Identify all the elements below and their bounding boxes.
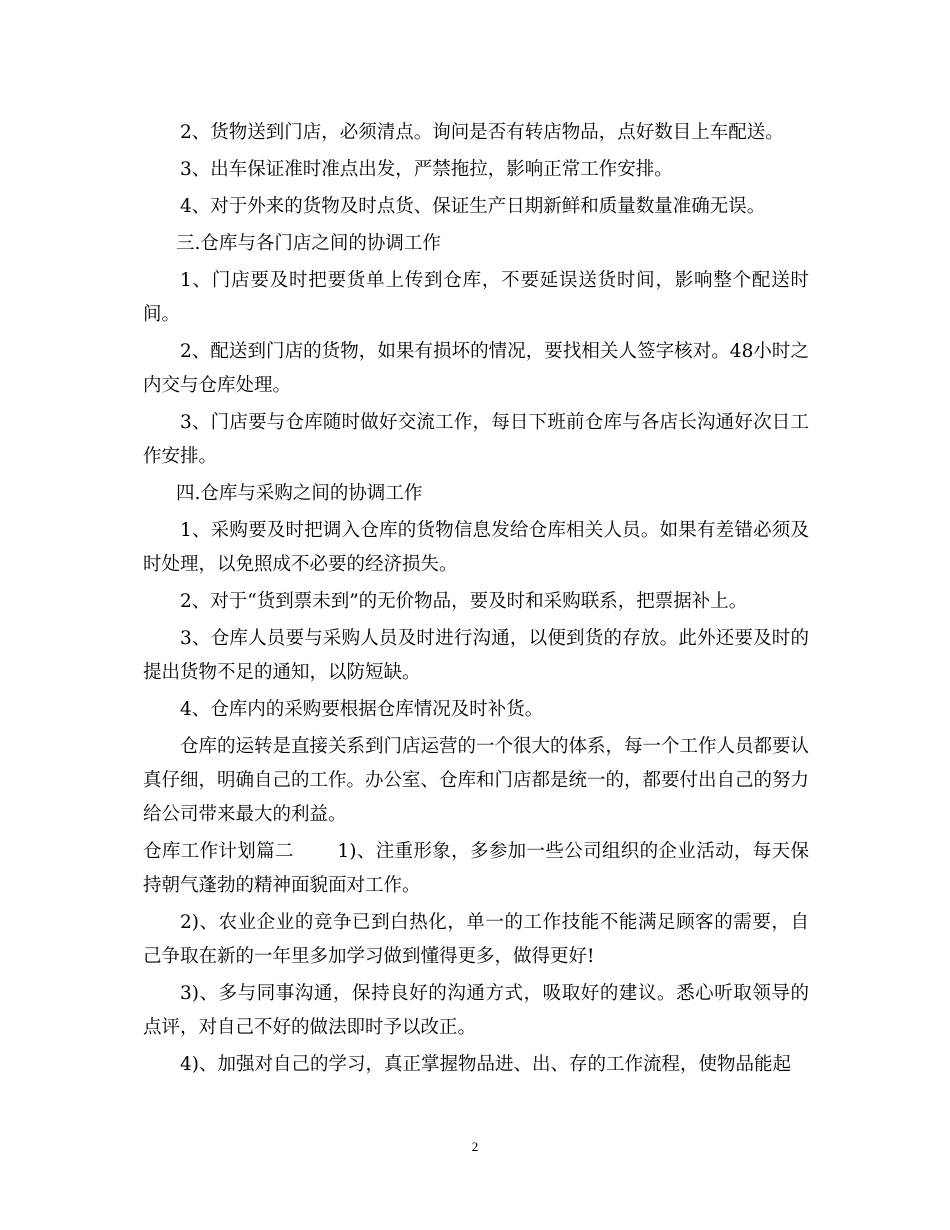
- paragraph: 3)、多与同事沟通，保持良好的沟通方式，吸取好的建议。悉心听取领导的点评，对自己不好的做法即时予以改正。: [143, 983, 809, 1038]
- paragraph: 3、仓库人员要与采购人员及时进行沟通，以便到货的存放。此外还要及时的提出货物不足的通知，以防短缺。: [143, 628, 809, 683]
- paragraph: 4、对于外来的货物及时点货、保证生产日期新鲜和质量数量准确无误。: [180, 196, 766, 217]
- paragraph: 2)、农业企业的竞争已到白热化，单一的工作技能不能满足顾客的需要，自己争取在新的一年里多加学习做到懂得更多，做得更好!: [143, 912, 809, 967]
- paragraph: 1、门店要及时把要货单上传到仓库，不要延误送货时间，影响整个配送时间。: [143, 270, 809, 325]
- section-first-item: 1)、注重形象，多参加一些公司组织的企业活动，每天保持朝气蓬勃的精神面貌面对工作。: [143, 841, 809, 896]
- paragraph: 3、出车保证准时准点出发，严禁拖拉，影响正常工作安排。: [180, 159, 673, 180]
- section-heading: 三.仓库与各门店之间的协调工作: [176, 233, 441, 254]
- paragraph: 2、货物送到门店，必须清点。询问是否有转店物品，点好数目上车配送。: [180, 122, 784, 143]
- paragraph: 4、仓库内的采购要根据仓库情况及时补货。: [180, 699, 544, 720]
- paragraph: 2、配送到门店的货物，如果有损坏的情况，要找相关人签字核对。48小时之内交与仓库处理。: [143, 341, 809, 396]
- section-title: 仓库工作计划篇二: [143, 841, 294, 862]
- paragraph: 4)、加强对自己的学习，真正掌握物品进、出、存的工作流程，使物品能起: [180, 1054, 791, 1075]
- document-body: [143, 116, 809, 1085]
- paragraph: 3、门店要与仓库随时做好交流工作，每日下班前仓库与各店长沟通好次日工作安排。: [143, 412, 809, 467]
- page-number: 2: [471, 1139, 479, 1154]
- paragraph: 2、对于“货到票未到”的无价物品，要及时和采购联系，把票据补上。: [180, 591, 748, 612]
- section-heading: 四.仓库与采购之间的协调工作: [176, 483, 423, 504]
- section-paragraph: [143, 835, 809, 903]
- paragraph: 1、采购要及时把调入仓库的货物信息发给仓库相关人员。如果有差错必须及时处理，以免照成不必要的经济损失。: [143, 520, 809, 575]
- paragraph: 仓库的运转是直接关系到门店运营的一个很大的体系，每一个工作人员都要认真仔细，明确自己的工作。办公室、仓库和门店都是统一的，都要付出自己的努力给公司带来最大的利益。: [143, 736, 810, 825]
